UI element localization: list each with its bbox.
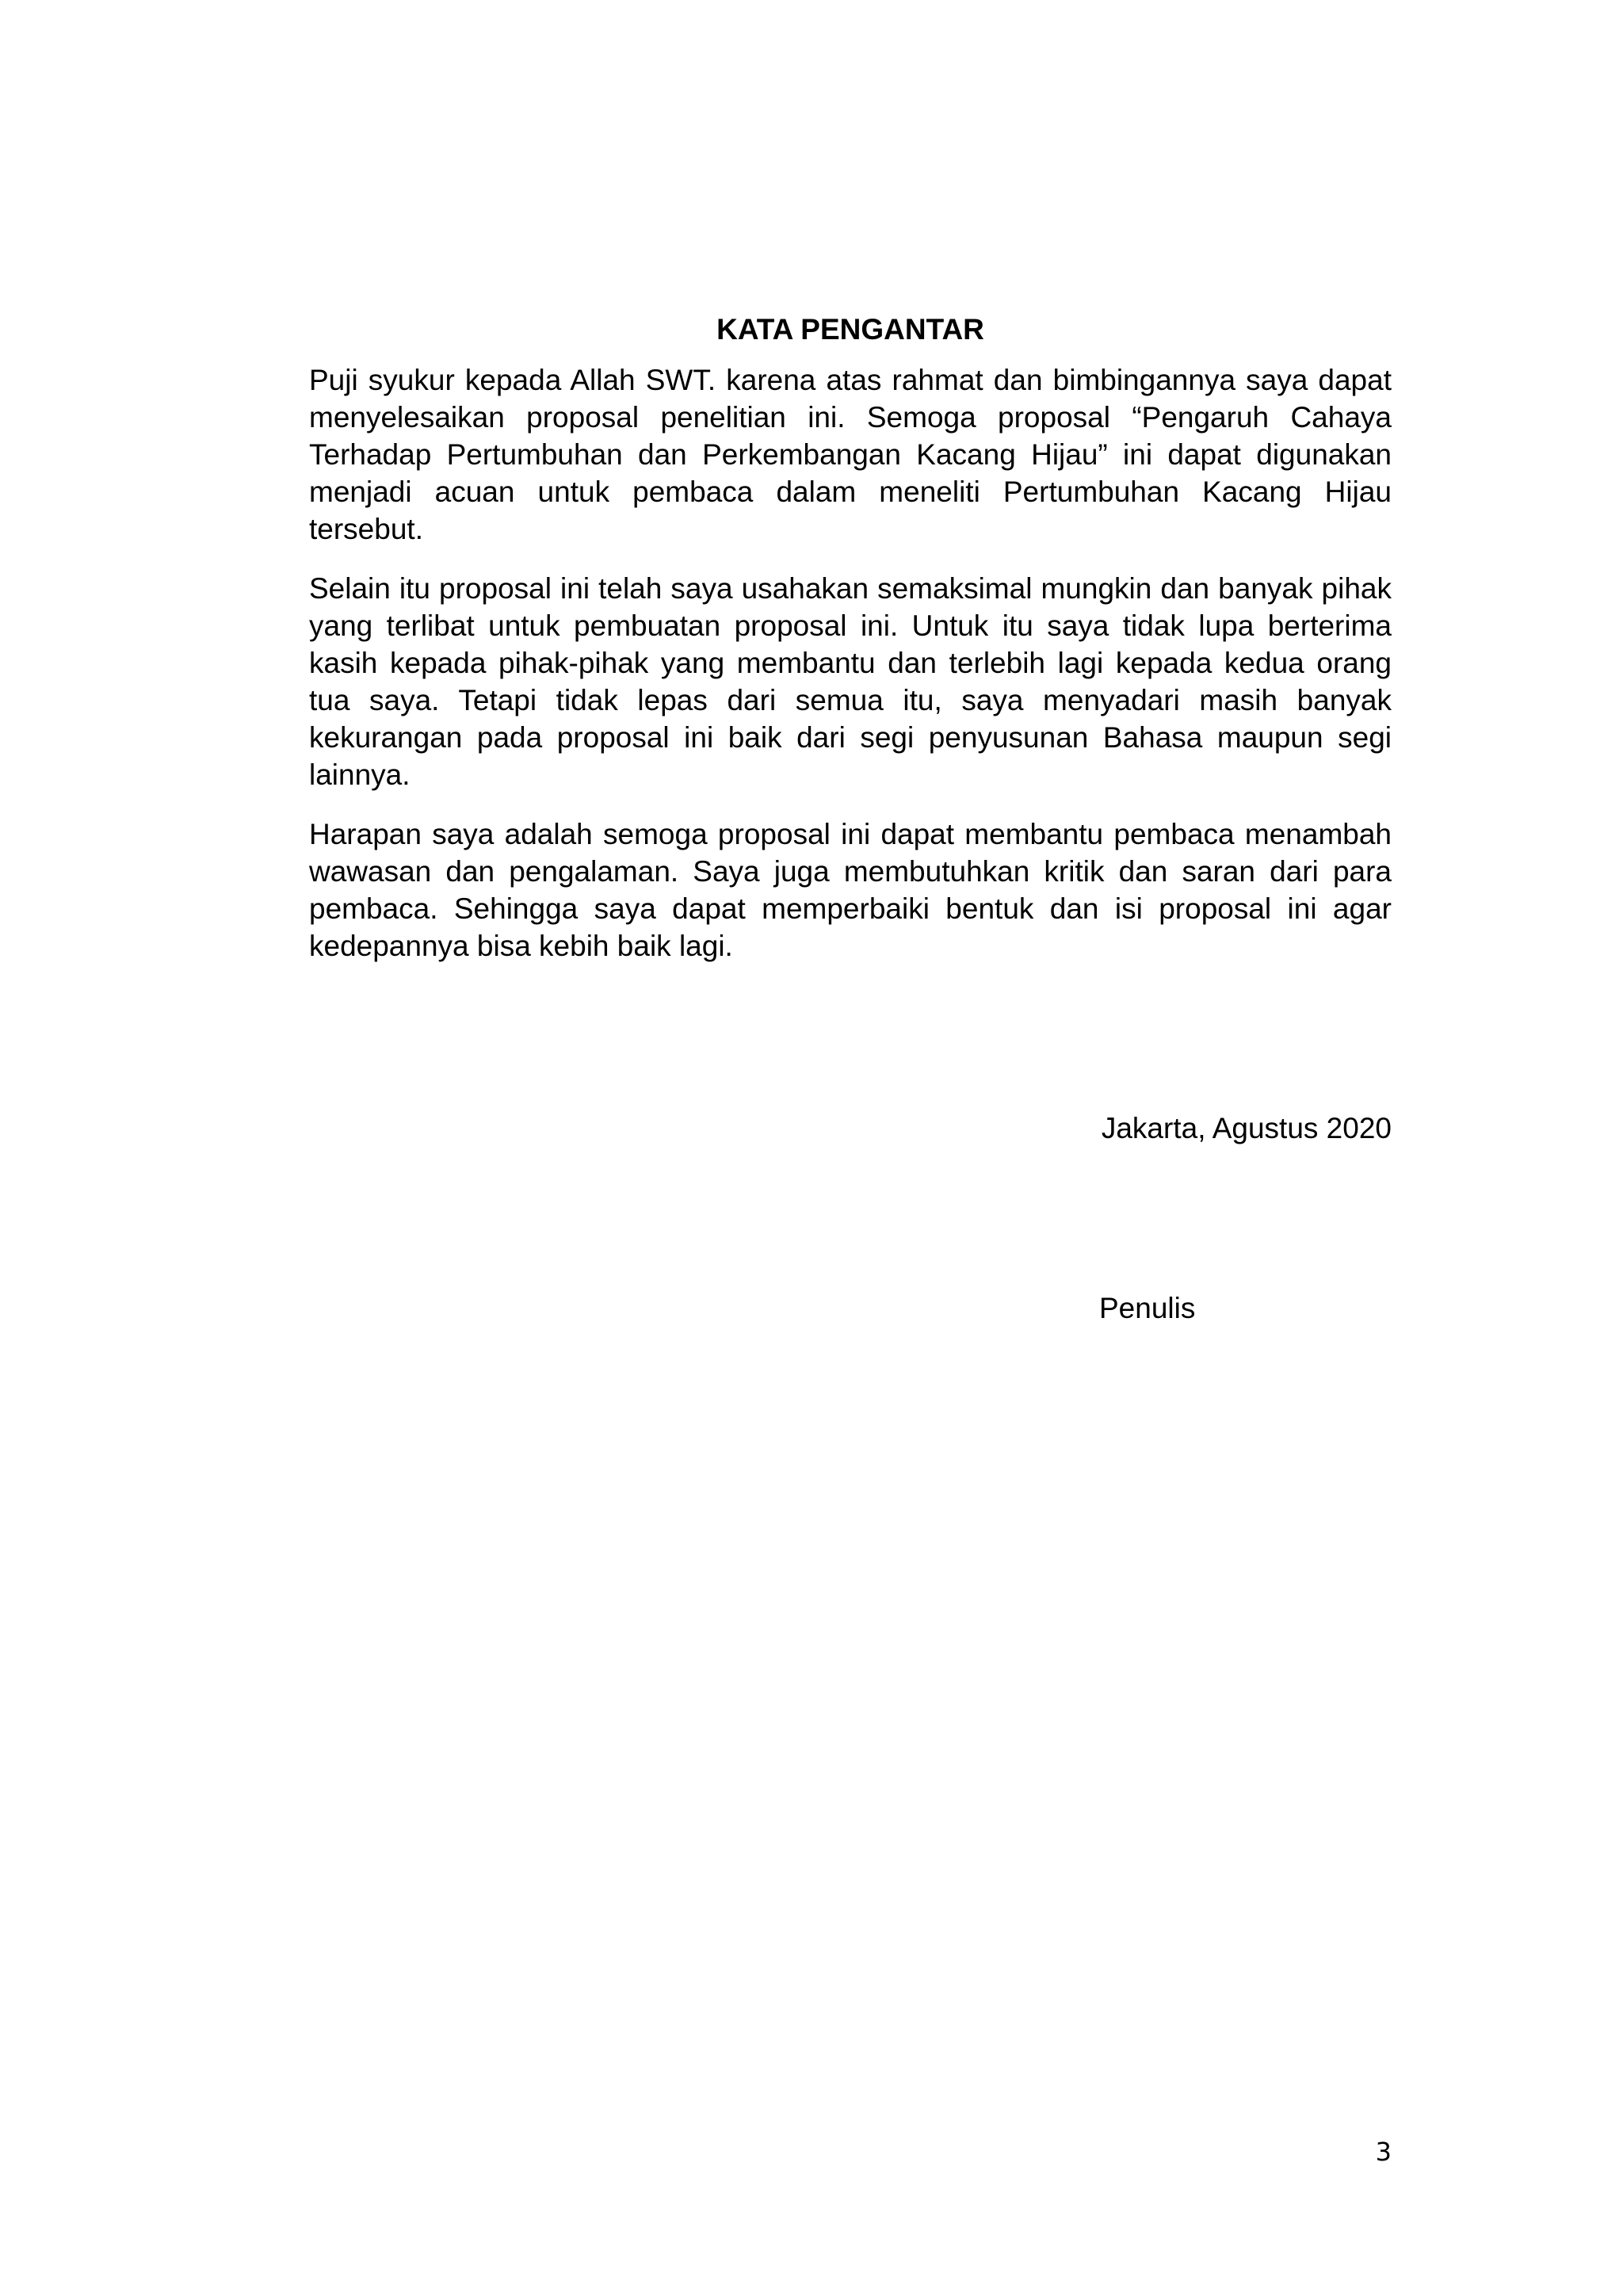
page-number: 3	[1375, 2137, 1392, 2167]
page-title: KATA PENGANTAR	[716, 313, 984, 346]
paragraph-acknowledgement: Selain itu proposal ini telah saya usahakan semaksimal mungkin dan banyak pihak yang terlibat untuk pembuatan proposal ini. Untuk itu saya tidak lupa berterima kasih kepada pihak-pihak yang membantu dan terlebih lagi kepada kedua orang tua saya. Tetapi tidak lepas dari semua itu, saya menyadari masih banyak kekurangan pada proposal ini baik dari segi penyusunan Bahasa maupun segi lainnya.	[309, 572, 1392, 791]
paragraph-closing: Harapan saya adalah semoga proposal ini dapat membantu pembaca menambah wawasan dan pengalaman. Saya juga membutuhkan kritik dan saran dari para pembaca. Sehingga saya dapat memperbaiki bentuk dan isi proposal ini agar kedepannya bisa kebih baik lagi.	[309, 818, 1392, 962]
document-body	[309, 301, 1392, 987]
paragraph-intro: Puji syukur kepada Allah SWT. karena atas rahmat dan bimbingannya saya dapat menyelesaikan proposal penelitian ini. Semoga proposal “Pengaruh Cahaya Terhadap Pertumbuhan dan Perkembangan Kacang Hijau” ini dapat digunakan menjadi acuan untuk pembaca dalam meneliti Pertumbuhan Kacang Hijau tersebut.	[309, 364, 1392, 545]
place-date: Jakarta, Agustus 2020	[1101, 1112, 1392, 1144]
author-signature-label: Penulis	[1099, 1292, 1196, 1324]
